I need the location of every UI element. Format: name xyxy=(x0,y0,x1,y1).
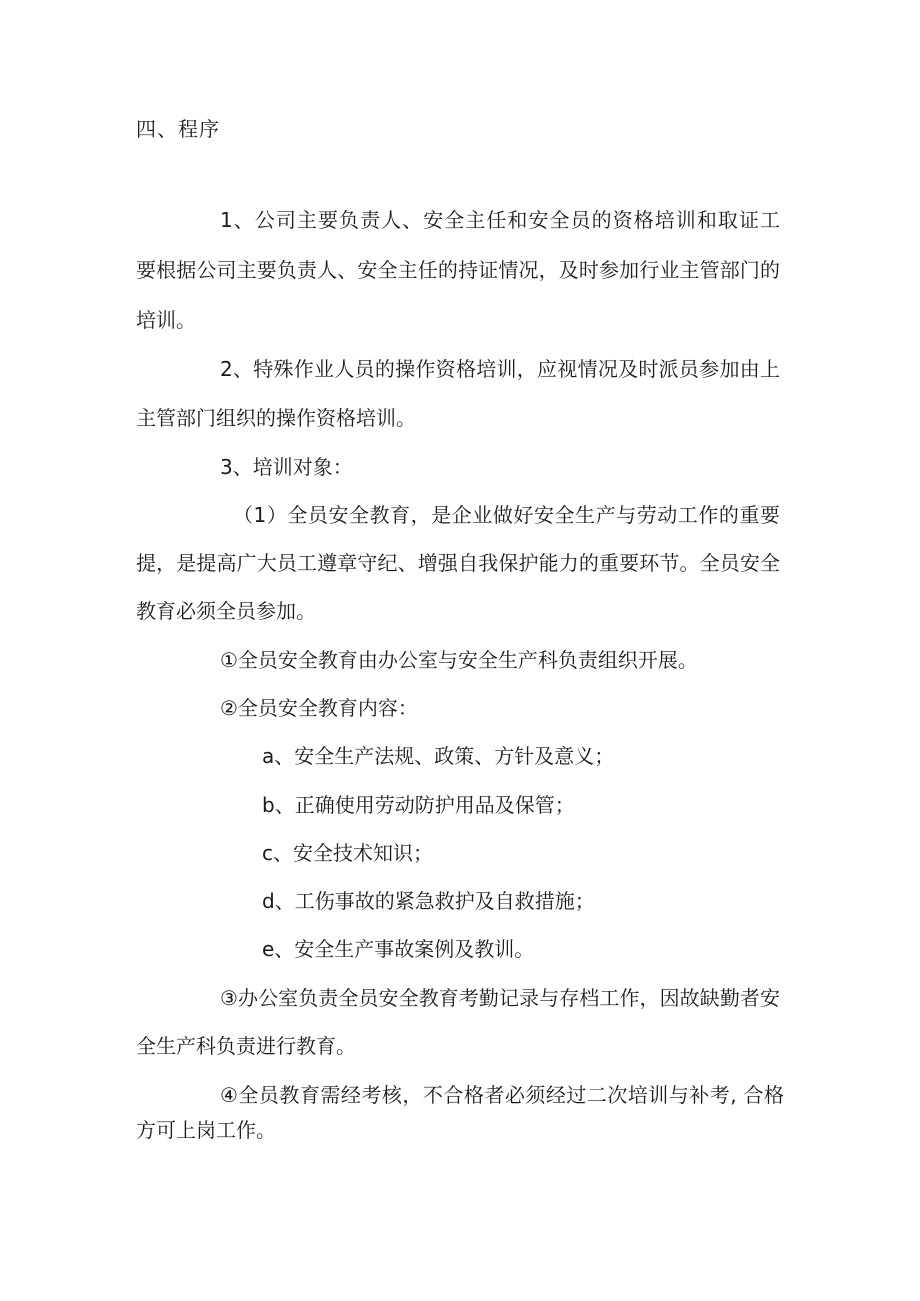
list-item-c: c、安全技术知识； xyxy=(262,841,433,865)
paragraph-3-heading: 3、培训对象： xyxy=(220,455,353,479)
paragraph-2-line-2: 主管部门组织的操作资格培训。 xyxy=(136,406,416,430)
paragraph-1-line-1: 1、公司主要负责人、安全主任和安全员的资格培训和取证工 xyxy=(220,208,780,232)
sub-item-1: ①全员安全教育由办公室与安全生产科负责组织开展。 xyxy=(220,648,698,672)
section-heading: 四、程序 xyxy=(136,117,220,141)
paragraph-1-line-2: 要根据公司主要负责人、安全主任的持证情况，及时参加行业主管部门的 xyxy=(136,258,780,282)
list-item-e: e、安全生产事故案例及教训。 xyxy=(262,937,535,961)
sub-item-3-line-2: 全生产科负责进行教育。 xyxy=(136,1034,356,1058)
list-item-d: d、工伤事故的紧急救护及自救措施； xyxy=(262,889,595,913)
item-1-line-2: 提，是提高广大员工遵章守纪、增强自我保护能力的重要环节。全员安全 xyxy=(136,551,780,575)
paragraph-2-line-1: 2、特殊作业人员的操作资格培训，应视情况及时派员参加由上 xyxy=(220,357,780,381)
sub-item-2: ②全员安全教育内容： xyxy=(220,696,418,720)
sub-item-3-line-1: ③办公室负责全员安全教育考勤记录与存档工作，因故缺勤者安 xyxy=(220,986,780,1010)
list-item-b: b、正确使用劳动防护用品及保管； xyxy=(262,793,575,817)
item-1-line-3: 教育必须全员参加。 xyxy=(136,599,316,623)
sub-item-4-line-1: ④全员教育需经考核，不合格者必须经过二次培训与补考, 合格 xyxy=(220,1083,784,1107)
list-item-a: a、安全生产法规、政策、方针及意义； xyxy=(262,744,615,768)
paragraph-1-line-3: 培训。 xyxy=(136,308,196,332)
sub-item-4-line-2: 方可上岗工作。 xyxy=(136,1118,276,1142)
item-1-line-1: （1）全员安全教育，是企业做好安全生产与劳动工作的重要 xyxy=(233,503,780,527)
